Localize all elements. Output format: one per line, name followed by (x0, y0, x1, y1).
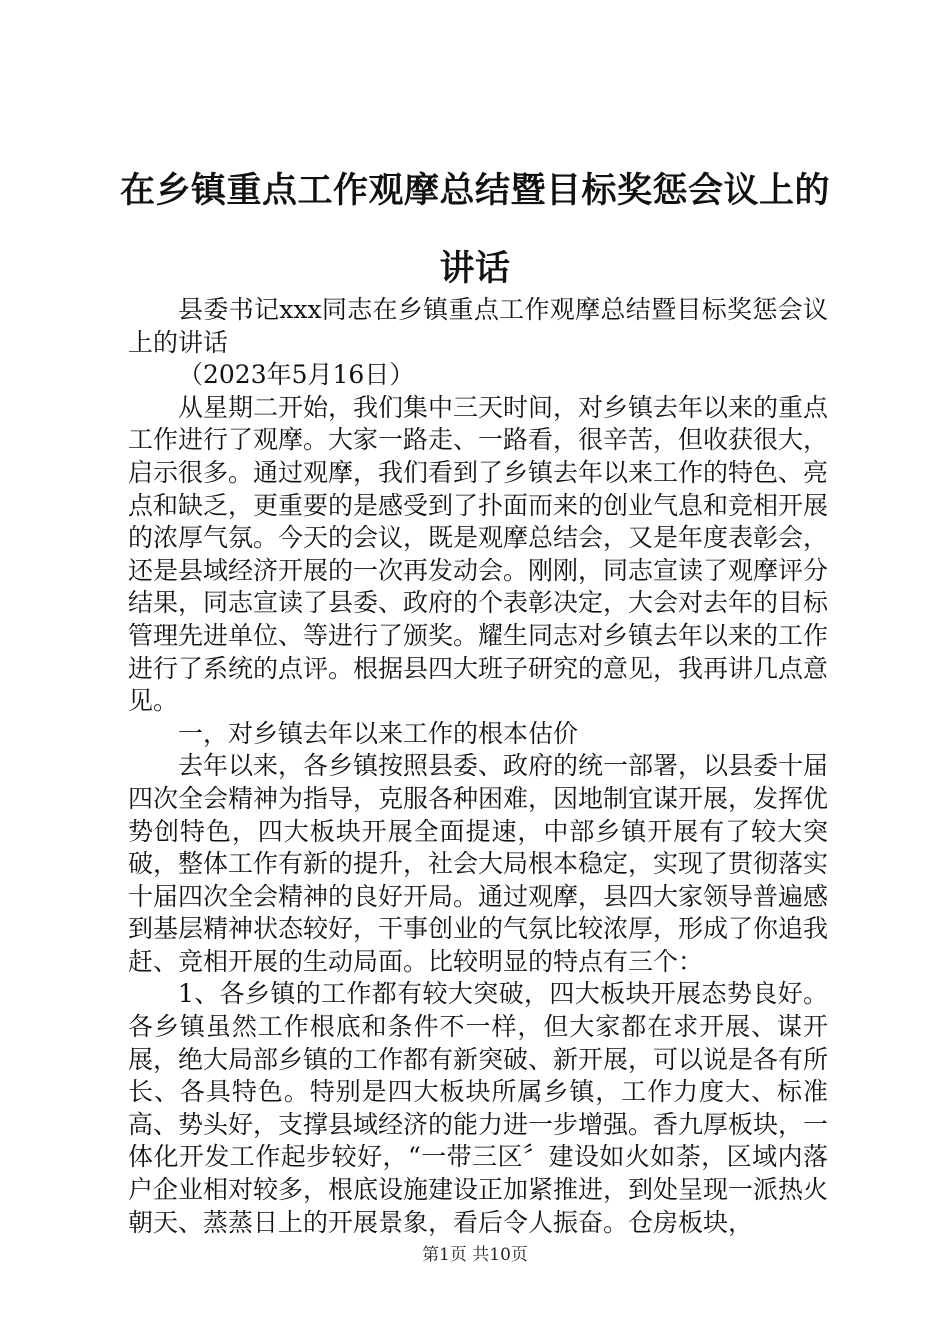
paragraph: 1、各乡镇的工作都有较大突破，四大板块开展态势良好。各乡镇虽然工作根底和条件不一样，但大家都在求开展、谋开展，绝大局部乡镇的工作都有新突破、新开展，可以说是各有所长、各具特色。特别是四大板块所属乡镇，工作力度大、标准高、势头好，支撑县域经济的能力进一步增强。香九厚板块，一体化开发工作起步较好，“一带三区〞建设如火如荼，区域内落户企业相对较多，根底设施建设正加紧推进，到处呈现一派热火朝天、蒸蒸日上的开展景象，看后令人振奋。仓房板块， (128, 979, 829, 1237)
paragraph: 从星期二开始，我们集中三天时间，对乡镇去年以来的重点工作进行了观摩。大家一路走、一路看，很辛苦，但收获很大，启示很多。通过观摩，我们看到了乡镇去年以来工作的特色、亮点和缺乏，更重要的是感受到了扑面而来的创业气息和竞相开展的浓厚气氛。今天的会议，既是观摩总结会，又是年度表彰会，还是县域经济开展的一次再发动会。刚刚，同志宣读了观摩评分结果，同志宣读了县委、政府的个表彰决定，大会对去年的目标管理先进单位、等进行了颁奖。耀生同志对乡镇去年以来的工作进行了系统的点评。根据县四大班子研究的意见，我再讲几点意见。 (128, 392, 829, 716)
document-title: 在乡镇重点工作观摩总结暨目标奖惩会议上的讲话 (119, 170, 830, 289)
paragraph: 县委书记xxx同志在乡镇重点工作观摩总结暨目标奖惩会议上的讲话 (128, 295, 828, 357)
page-number: 第1页 共10页 (422, 1245, 528, 1265)
paragraph: （2023年5月16日） (178, 360, 415, 390)
paragraph: 去年以来，各乡镇按照县委、政府的统一部署，以县委十届四次全会精神为指导，克服各种困难，因地制宜谋开展，发挥优势创特色，四大板块开展全面提速，中部乡镇开展有了较大突破，整体工作有新的提升，社会大局根本稳定，实现了贯彻落实十届四次全会精神的良好开局。通过观摩，县四大家领导普遍感到基层精神状态较好，干事创业的气氛比较浓厚，形成了你追我赶、竞相开展的生动局面。比较明显的特点有三个： (128, 751, 829, 976)
section-heading: 一，对乡镇去年以来工作的根本估价 (178, 718, 579, 748)
document-body (128, 294, 828, 1239)
